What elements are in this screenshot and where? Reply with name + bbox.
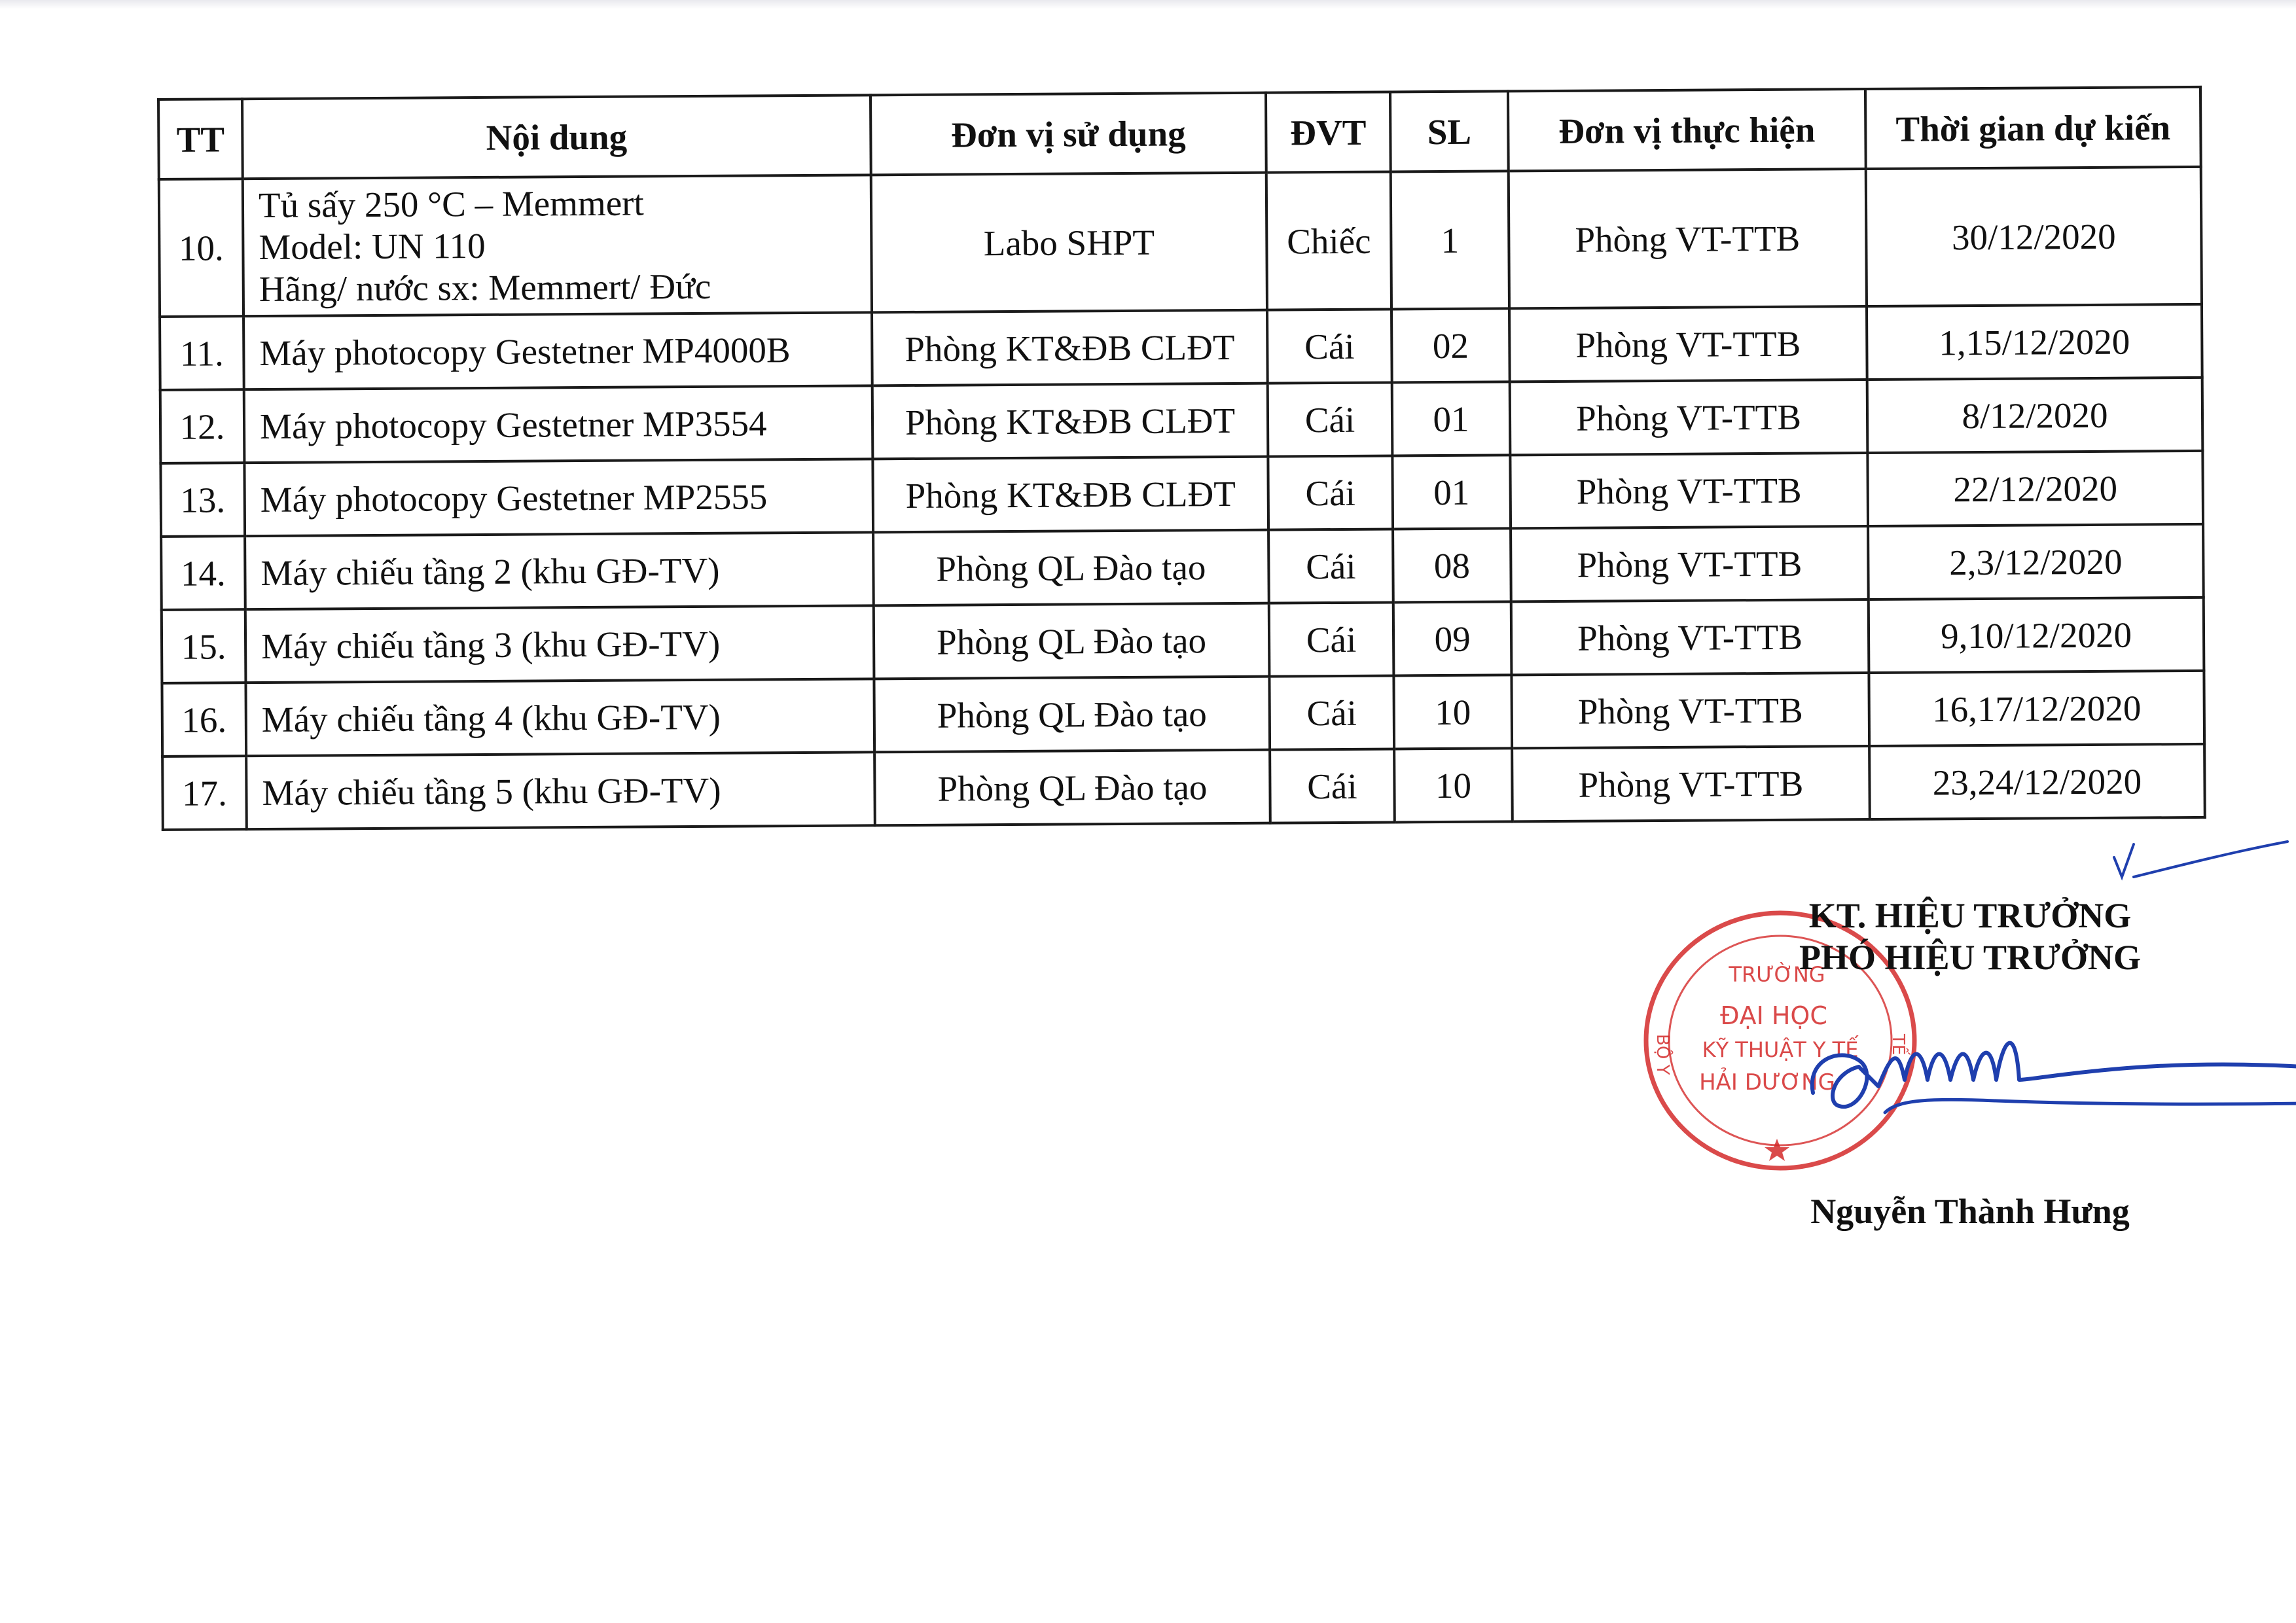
cell-content: Máy photocopy Gestetner MP2555 <box>244 459 873 536</box>
cell-unit-use: Phòng QL Đào tạo <box>874 750 1270 826</box>
cell-unit-use: Phòng KT&ĐB CLĐT <box>872 310 1268 386</box>
cell-unit-exec: Phòng VT-TTB <box>1509 306 1867 382</box>
tick-stroke <box>2114 842 2287 877</box>
equipment-table-wrapper <box>157 86 2204 831</box>
header-tt: TT <box>158 99 243 179</box>
cell-unit-exec: Phòng VT-TTB <box>1511 673 1869 748</box>
header-thoi-gian: Thời gian dự kiến <box>1865 87 2201 169</box>
cell-unit-use: Phòng QL Đào tạo <box>874 677 1270 753</box>
table-row <box>162 597 2204 683</box>
signature-title-line2: PHÓ HIỆU TRƯỞNG <box>1799 938 2142 977</box>
cell-content: Máy chiếu tầng 2 (khu GĐ-TV) <box>245 532 874 609</box>
cell-time: 1,15/12/2020 <box>1867 304 2202 380</box>
approval-tick-mark <box>2108 838 2291 897</box>
cell-content: Máy photocopy Gestetner MP4000B <box>243 312 872 389</box>
cell-sl: 1 <box>1391 171 1509 309</box>
cell-unit-exec: Phòng VT-TTB <box>1511 599 1869 675</box>
cell-dvt: Cái <box>1268 382 1393 456</box>
cell-content: Máy chiếu tầng 4 (khu GĐ-TV) <box>245 679 874 756</box>
seal-text-line3: HẢI DƯƠNG <box>1699 1069 1835 1096</box>
cell-dvt: Cái <box>1267 309 1392 383</box>
cell-content: Máy photocopy Gestetner MP3554 <box>244 385 873 463</box>
table-row <box>162 744 2205 830</box>
table-row <box>161 524 2204 610</box>
signer-name: Nguyễn Thành Hưng <box>1810 1192 2130 1231</box>
header-don-vi-thuc-hien: Đơn vị thực hiện <box>1508 89 1866 171</box>
seal-text-right: TẾ <box>1888 1034 1908 1056</box>
cell-content: Máy chiếu tầng 3 (khu GĐ-TV) <box>245 605 874 683</box>
cell-dvt: Cái <box>1268 455 1393 529</box>
signature-block <box>1653 877 2212 1283</box>
cell-unit-use: Phòng QL Đào tạo <box>874 603 1270 679</box>
cell-time: 9,10/12/2020 <box>1869 597 2204 673</box>
cell-time: 8/12/2020 <box>1867 378 2203 453</box>
signature-stroke <box>1812 1043 2296 1107</box>
table-row <box>160 451 2203 537</box>
cell-time: 2,3/12/2020 <box>1868 524 2204 599</box>
cell-unit-use: Phòng QL Đào tạo <box>873 530 1269 606</box>
table-header-row <box>158 87 2201 179</box>
header-dvt: ĐVT <box>1266 92 1391 172</box>
cell-time: 22/12/2020 <box>1867 451 2203 526</box>
table-row <box>160 304 2202 390</box>
cell-tt: 16. <box>162 683 246 757</box>
cell-sl: 10 <box>1394 748 1513 822</box>
cell-unit-exec: Phòng VT-TTB <box>1510 453 1868 528</box>
equipment-plan-table <box>157 86 2206 831</box>
cell-unit-exec: Phòng VT-TTB <box>1512 746 1870 821</box>
cell-time: 16,17/12/2020 <box>1869 671 2204 746</box>
seal-star-icon <box>1765 1139 1789 1161</box>
content-line: Hãng/ nước sx: Memmert/ Đức <box>259 266 711 310</box>
table-row <box>160 378 2203 463</box>
cell-tt: 13. <box>160 463 245 537</box>
seal-text-line2: KỸ THUẬT Y TẾ <box>1702 1037 1859 1062</box>
seal-text-top: TRƯỜNG <box>1729 962 1825 987</box>
cell-time: 23,24/12/2020 <box>1869 744 2205 819</box>
cell-sl: 10 <box>1393 675 1512 749</box>
cell-dvt: Cái <box>1268 529 1393 603</box>
signature-title-line1: KT. HIỆU TRƯỞNG <box>1808 896 2132 935</box>
cell-dvt: Cái <box>1269 602 1394 676</box>
cell-tt: 14. <box>161 536 245 610</box>
cell-dvt: Cái <box>1270 749 1395 823</box>
cell-content: Máy chiếu tầng 5 (khu GĐ-TV) <box>246 752 875 829</box>
seal-text-line1: ĐẠI HỌC <box>1720 1001 1827 1030</box>
cell-unit-exec: Phòng VT-TTB <box>1509 169 1867 308</box>
table-row <box>159 167 2202 317</box>
cell-tt: 12. <box>160 389 245 463</box>
signature-underline <box>1885 1099 2296 1113</box>
cell-sl: 02 <box>1391 308 1510 382</box>
cell-tt: 11. <box>160 316 244 390</box>
cell-content <box>243 175 872 316</box>
cell-unit-use: Labo SHPT <box>871 173 1267 313</box>
cell-dvt: Chiếc <box>1266 171 1391 310</box>
cell-unit-use: Phòng KT&ĐB CLĐT <box>872 457 1268 533</box>
cell-sl: 09 <box>1393 601 1512 675</box>
cell-tt: 17. <box>162 756 247 830</box>
header-noi-dung: Nội dung <box>242 95 871 179</box>
cell-sl: 08 <box>1393 528 1511 602</box>
cell-sl: 01 <box>1392 382 1511 455</box>
cell-dvt: Cái <box>1269 675 1394 749</box>
cell-unit-exec: Phòng VT-TTB <box>1511 526 1869 601</box>
scan-edge <box>0 0 2296 9</box>
cell-tt: 15. <box>162 609 246 683</box>
header-don-vi-su-dung: Đơn vị sử dụng <box>870 93 1266 175</box>
cell-unit-use: Phòng KT&ĐB CLĐT <box>872 383 1268 459</box>
cell-unit-exec: Phòng VT-TTB <box>1510 380 1868 455</box>
content-line: Tủ sấy 250 °C – Memmert <box>258 183 644 226</box>
table-row <box>162 671 2204 757</box>
cell-time: 30/12/2020 <box>1866 167 2202 306</box>
content-line: Model: UN 110 <box>259 225 486 268</box>
seal-text-left: BỘ Y <box>1653 1034 1672 1075</box>
cell-tt: 10. <box>159 179 243 317</box>
handwritten-signature <box>1787 982 2296 1178</box>
cell-sl: 01 <box>1392 455 1511 529</box>
header-sl: SL <box>1390 91 1509 171</box>
